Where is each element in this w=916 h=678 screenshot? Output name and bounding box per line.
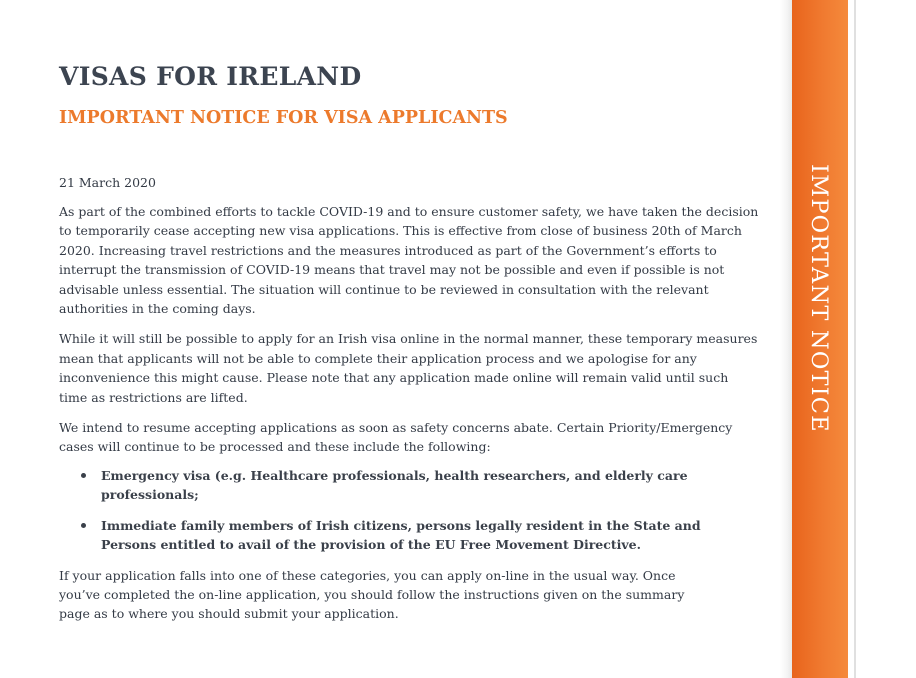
list-item-text: Immediate family members of Irish citizens, persons legally resident in the State and Persons entitled to avail of the provision of the EU Free Movement Directive. xyxy=(101,517,701,553)
list-item xyxy=(59,516,759,555)
side-banner-text: IMPORTANT NOTICE xyxy=(806,164,832,433)
bullet-icon xyxy=(81,473,86,478)
list-item-text: Emergency visa (e.g. Healthcare professionals, health researchers, and elderly care professionals; xyxy=(101,467,688,503)
banner-edge-line xyxy=(854,0,856,678)
notice-paragraph: While it will still be possible to apply for an Irish visa online in the normal manner, these temporary measures mean that applicants will not be able to complete their application process and we apologise for any inconvenience this might cause. Please note that any application made online will remain valid until such time as restrictions are lifted. xyxy=(59,331,758,405)
notice-content xyxy=(59,60,759,624)
priority-cases-list xyxy=(59,466,759,555)
page-subtitle: IMPORTANT NOTICE FOR VISA APPLICANTS xyxy=(59,108,508,128)
list-item xyxy=(59,466,759,505)
notice-date: 21 March 2020 xyxy=(59,175,156,190)
notice-paragraph: If your application falls into one of these categories, you can apply on-line in the usual way. Once you’ve completed the on-line application, you should follow the instructions given on the summary page as to where you should submit your application. xyxy=(59,567,685,622)
page-title: VISAS FOR IRELAND xyxy=(59,62,362,91)
notice-paragraph: We intend to resume accepting applications as soon as safety concerns abate. Certain Priority/Emergency cases will continue to be processed and these include the following: xyxy=(59,420,733,455)
banner-shadow xyxy=(780,0,792,678)
bullet-icon xyxy=(81,523,86,528)
notice-paragraph: As part of the combined efforts to tackle COVID-19 and to ensure customer safety, we have taken the decision to temporarily cease accepting new visa applications. This is effective from close of business 20th of March 2020. Increasing travel restrictions and the measures introduced as part of the Government’s efforts to interrupt the transmission of COVID-19 means that travel may not be possible and even if possible is not advisable unless essential. The situation will continue to be reviewed in consultation with the relevant authorities in the coming days. xyxy=(59,204,759,317)
